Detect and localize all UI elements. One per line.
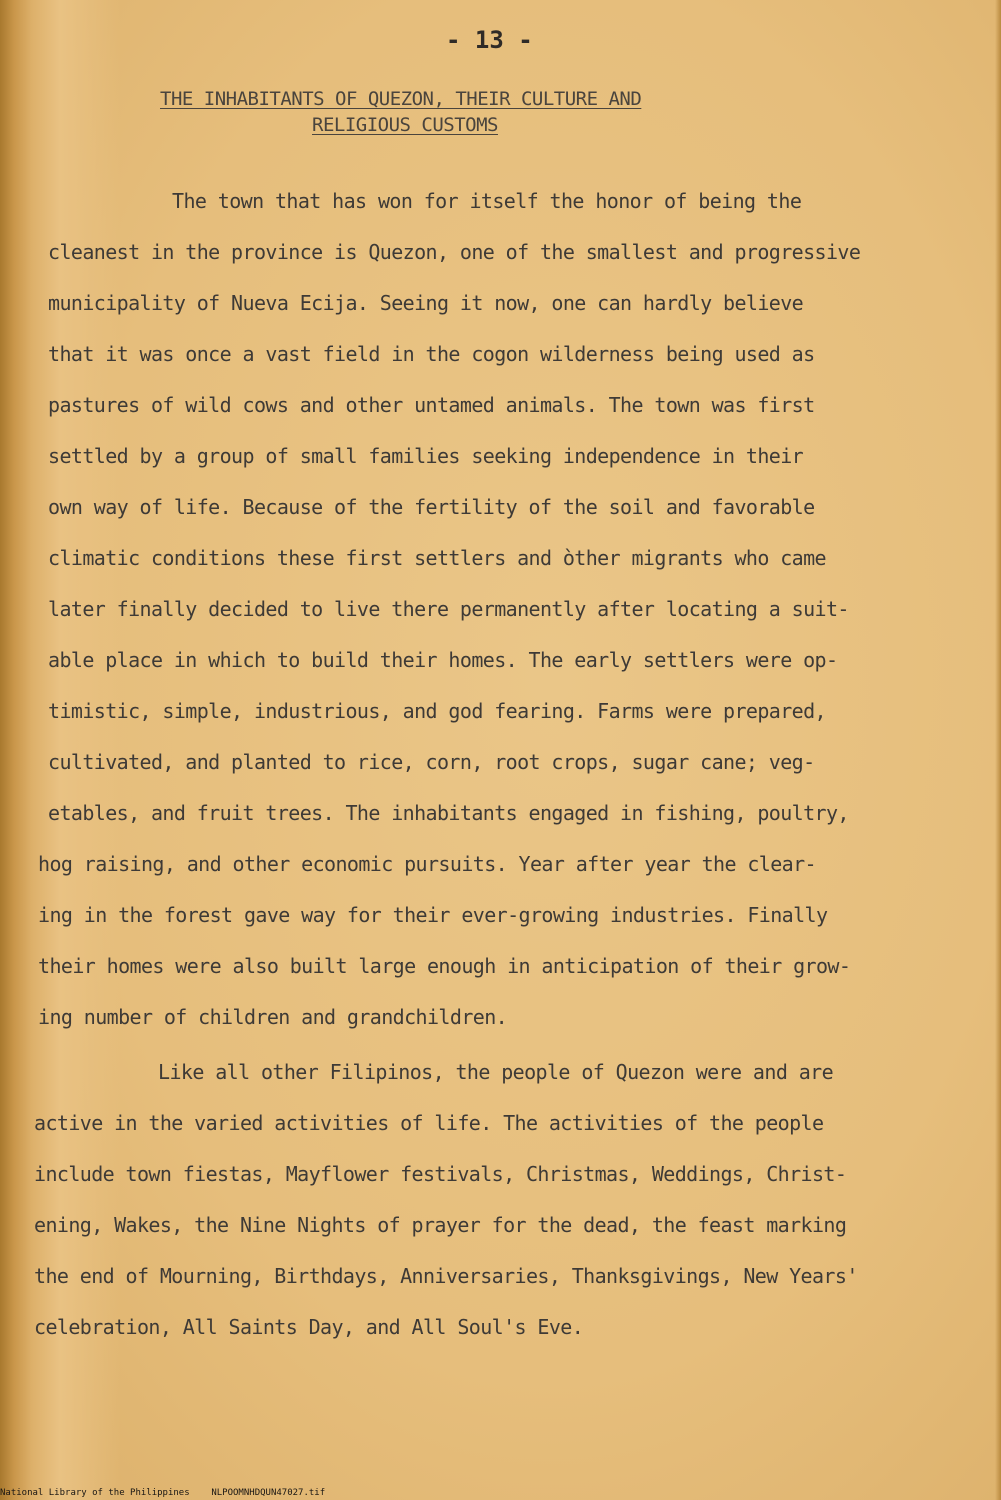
page-edge-shadow [995,0,1001,1500]
paragraph-1-line: cultivated, and planted to rice, corn, root crops, sugar cane; veg- [48,750,815,774]
paragraph-1-line: pastures of wild cows and other untamed animals. The town was first [48,393,815,417]
paragraph-1-line: ing number of children and grandchildren. [38,1005,508,1029]
paragraph-1-line: ing in the forest gave way for their ever-growing industries. Finally [38,903,828,927]
title-line-2: RELIGIOUS CUSTOMS [312,114,498,136]
paragraph-1-line: able place in which to build their homes. The early settlers were op- [48,648,838,672]
paragraph-2-line: include town fiestas, Mayflower festivals, Christmas, Weddings, Christ- [34,1162,847,1186]
paragraph-2-line: ening, Wakes, the Nine Nights of prayer for the dead, the feast marking [34,1213,847,1237]
paragraph-1-line: etables, and fruit trees. The inhabitants engaged in fishing, poultry, [48,801,849,825]
scan-footer [0,1488,325,1498]
paragraph-2-line: celebration, All Saints Day, and All Soul's Eve. [34,1315,584,1339]
paragraph-1-line: hog raising, and other economic pursuits. Year after year the clear- [38,852,816,876]
paragraph-2-line: Like all other Filipinos, the people of Quezon were and are [158,1060,834,1084]
paragraph-2-line: the end of Mourning, Birthdays, Anniversaries, Thanksgivings, New Years' [34,1264,858,1288]
footer-library: National Library of the Philippines [0,1488,190,1498]
paragraph-1-line: climatic conditions these first settlers and òther migrants who came [48,546,826,570]
paragraph-2-line: active in the varied activities of life. The activities of the people [34,1111,824,1135]
paragraph-1-line: cleanest in the province is Quezon, one of the smallest and progressive [48,240,861,264]
paragraph-1-line: their homes were also built large enough in anticipation of their grow- [38,954,851,978]
page-number: - 13 - [446,26,533,54]
paragraph-1-line: The town that has won for itself the honor of being the [172,189,802,213]
paragraph-1-line: that it was once a vast field in the cogon wilderness being used as [48,342,815,366]
footer-filename: NLPOOMNHDQUN47027.tif [211,1488,326,1498]
title-line-1: THE INHABITANTS OF QUEZON, THEIR CULTURE AND [160,88,642,110]
paragraph-1-line: settled by a group of small families seeking independence in their [48,444,804,468]
paragraph-1-line: later finally decided to live there permanently after locating a suit- [48,597,849,621]
paragraph-1-line: own way of life. Because of the fertility of the soil and favorable [48,495,815,519]
paragraph-1-line: timistic, simple, industrious, and god fearing. Farms were prepared, [48,699,826,723]
paragraph-1-line: municipality of Nueva Ecija. Seeing it now, one can hardly believe [48,291,804,315]
